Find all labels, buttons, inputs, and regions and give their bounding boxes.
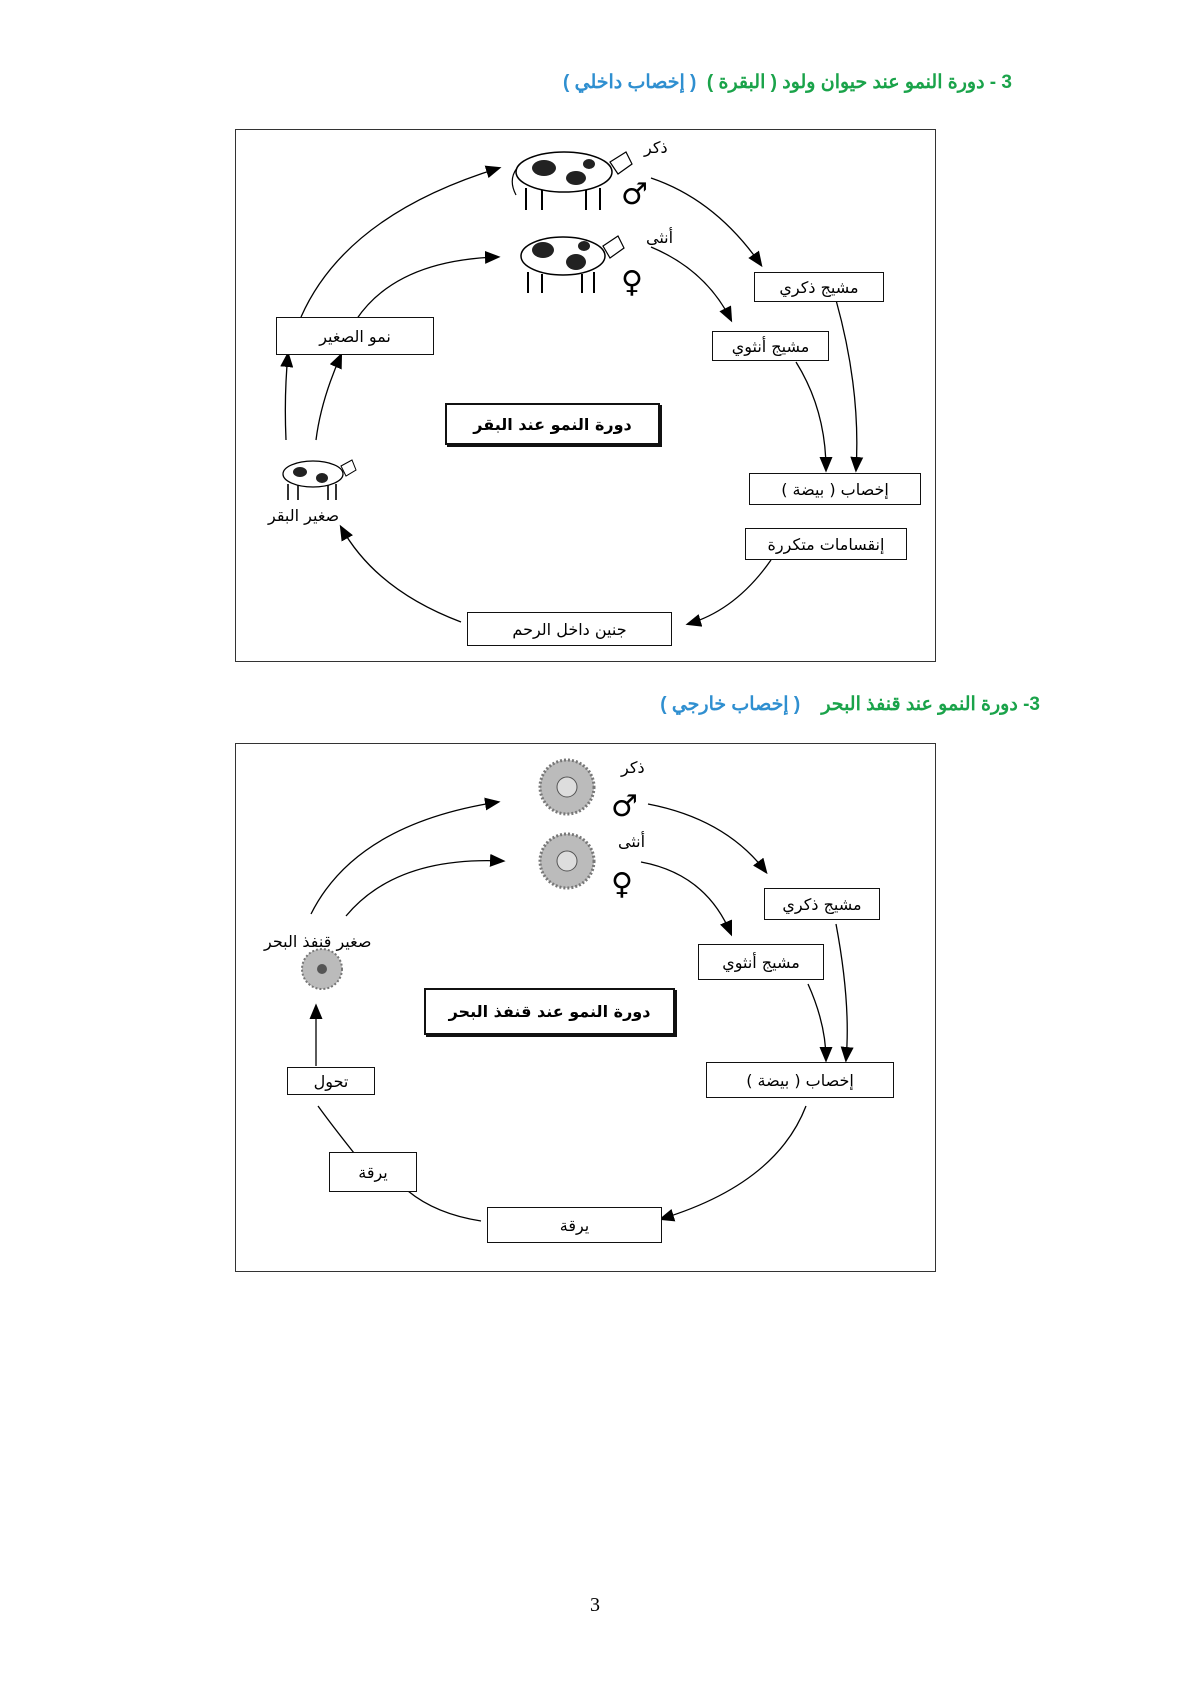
arrow-young-to-male [311, 802, 498, 914]
cow-female-gamete-box: مشيج أنثوي [712, 331, 829, 361]
arrow-young-to-growth-1 [285, 354, 288, 440]
cow-cycle-diagram [235, 129, 936, 662]
male-cow-icon [512, 152, 632, 210]
cow-young-label: صغير البقر [268, 506, 340, 525]
female-symbol-icon: ♀ [611, 867, 633, 902]
section1-heading-paren: ( إخصاب داخلي ) [563, 72, 697, 93]
cow-cycle-arrows [236, 130, 935, 661]
cow-fertilization-box: إخصاب ( بيضة ) [749, 473, 921, 505]
cow-divisions-box: إنقسامات متكررة [745, 528, 907, 560]
arrow-young-to-female [346, 861, 503, 916]
female-symbol-icon: ♀ [621, 265, 643, 300]
young-cow-icon [283, 460, 356, 500]
arrow-male-to-gamete [648, 804, 766, 872]
urchin-metamorphosis-box: تحول [287, 1067, 375, 1095]
section1-heading-main: 3 - دورة النمو عند حيوان ولود ( البقرة ) [706, 72, 1012, 93]
arrow-malegamete-to-fert [836, 300, 857, 470]
section2-heading [660, 693, 1040, 716]
arrow-larva-to-larva [408, 1191, 481, 1221]
arrow-femalegamete-to-fert [808, 984, 826, 1060]
arrow-female-to-gamete [651, 247, 731, 320]
cow-male-gamete-box: مشيج ذكري [754, 272, 884, 302]
urchin-larva-bottom-box: يرقة [487, 1207, 662, 1243]
arrow-larva-to-metamorphosis [318, 1106, 354, 1153]
female-cow-icon [521, 236, 624, 293]
arrow-fert-to-larva [661, 1106, 806, 1219]
urchin-young-label: صغير قنفذ البحر [264, 932, 372, 951]
arrow-young-to-growth-2 [316, 355, 341, 440]
cow-male-label: ذكر [644, 138, 668, 157]
section2-heading-main: 3- دورة النمو عند قنفذ البحر [821, 694, 1040, 715]
arrow-divisions-to-embryo [688, 560, 771, 624]
young-urchin-icon [302, 949, 342, 989]
arrow-growth-to-male [301, 168, 499, 317]
cow-female-label: أنثى [646, 228, 674, 247]
cow-growth-box: نمو الصغير [276, 317, 434, 355]
cow-embryo-box: جنين داخل الرحم [467, 612, 672, 646]
arrow-male-to-gamete [651, 178, 761, 265]
urchin-male-label: ذكر [621, 758, 645, 777]
urchin-cycle-diagram [235, 743, 936, 1272]
male-urchin-icon [540, 760, 594, 814]
urchin-female-gamete-box: مشيج أنثوي [698, 944, 824, 980]
urchin-male-gamete-box: مشيج ذكري [764, 888, 880, 920]
urchin-female-label: أنثى [618, 832, 646, 851]
page-number: 3 [590, 1594, 600, 1616]
female-urchin-icon [540, 834, 594, 888]
section2-heading-paren: ( إخصاب خارجي ) [660, 694, 801, 715]
arrow-femalegamete-to-fert [796, 362, 826, 470]
arrow-female-to-gamete [641, 862, 731, 934]
male-symbol-icon: ♂ [611, 789, 638, 824]
urchin-fertilization-box: إخصاب ( بيضة ) [706, 1062, 894, 1098]
arrow-growth-to-female [356, 257, 498, 320]
male-symbol-icon: ♂ [621, 177, 648, 212]
arrow-malegamete-to-fert [836, 924, 847, 1060]
cow-cycle-title-box: دورة النمو عند البقر [445, 403, 660, 445]
section1-heading [563, 71, 1012, 94]
arrow-embryo-to-young [341, 527, 461, 622]
urchin-cycle-title-box: دورة النمو عند قنفذ البحر [424, 988, 675, 1035]
urchin-larva-left-box: يرقة [329, 1152, 417, 1192]
